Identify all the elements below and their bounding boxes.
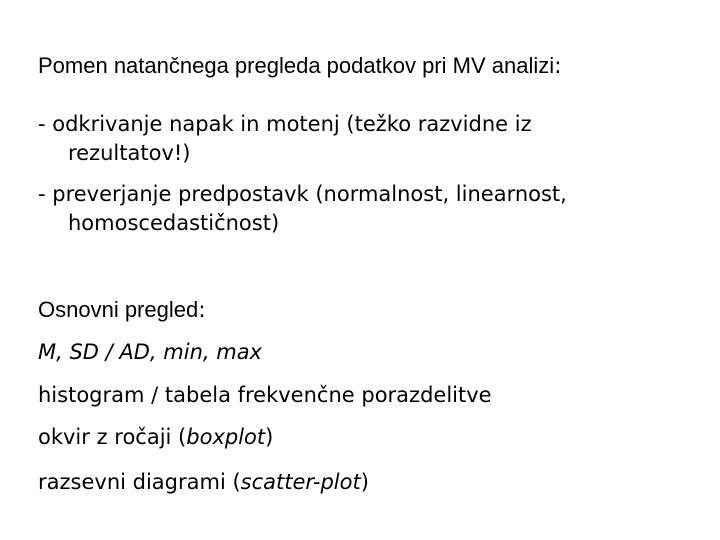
section2-heading-colon: : xyxy=(198,298,206,323)
scatter-line xyxy=(38,470,369,495)
section1-heading-colon: : xyxy=(554,54,562,79)
boxplot-line xyxy=(38,425,273,450)
stats-line: M, SD / AD, min, max xyxy=(38,340,262,364)
scatter-term: scatter-plot xyxy=(240,470,361,494)
boxplot-suffix: ) xyxy=(265,425,274,449)
scatter-suffix: ) xyxy=(360,470,369,494)
bullet-1-line-2: rezultatov!) xyxy=(68,141,191,165)
section1-heading-text: Pomen natančnega pregleda podatkov pri MV analizi xyxy=(38,53,555,78)
section2-heading-text: Osnovni pregled xyxy=(38,297,199,322)
boxplot-prefix: okvir z ročaji ( xyxy=(38,425,187,449)
boxplot-term: boxplot xyxy=(186,425,266,449)
section2-heading xyxy=(38,297,206,324)
bullet-2-line-2: homoscedastičnost) xyxy=(68,211,280,235)
scatter-prefix: razsevni diagrami ( xyxy=(38,470,241,494)
histogram-line: histogram / tabela frekvenčne porazdelitve xyxy=(38,383,492,407)
section1-heading xyxy=(38,53,562,80)
bullet-1-line-1: - odkrivanje napak in motenj (težko razvidne iz xyxy=(38,112,532,136)
bullet-2-line-1: - preverjanje predpostavk (normalnost, linearnost, xyxy=(38,182,567,206)
